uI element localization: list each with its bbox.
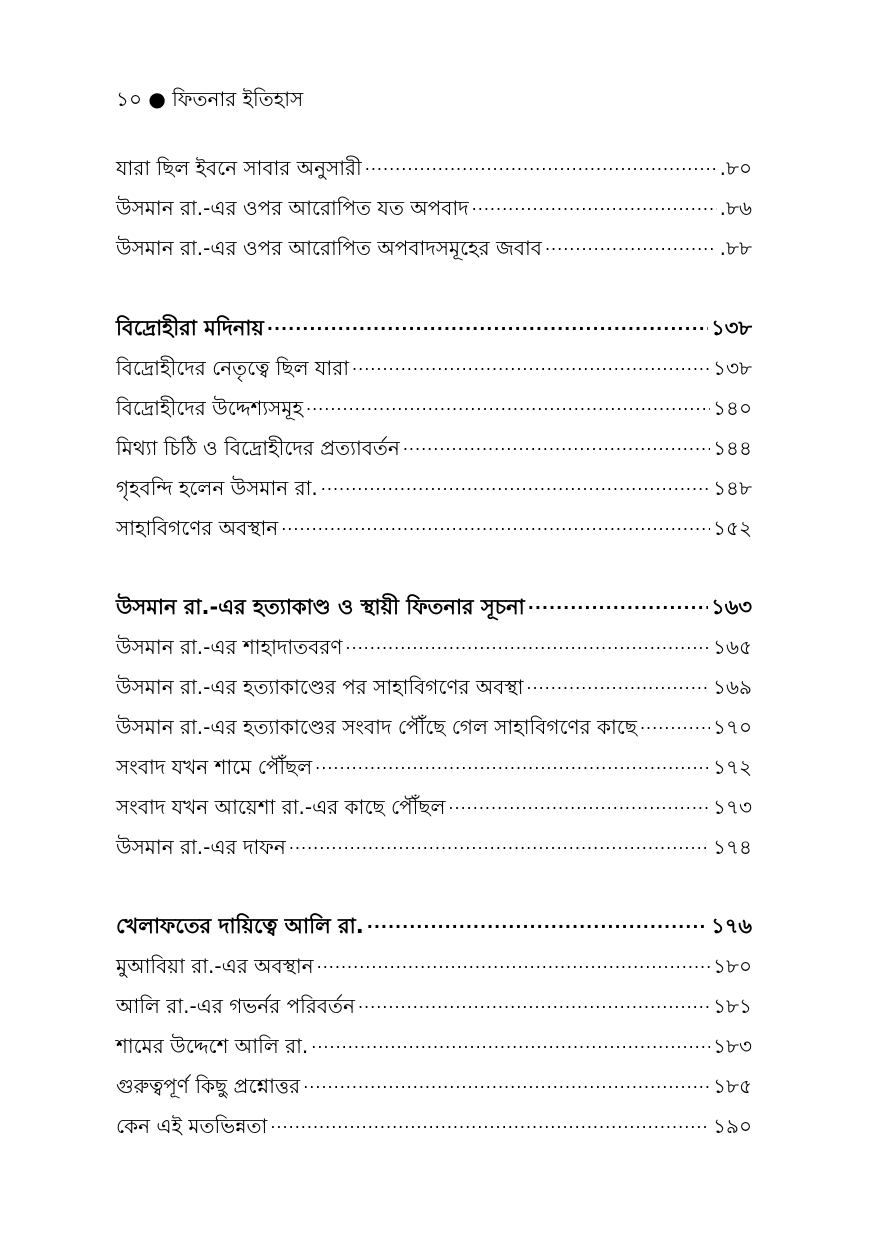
dot-leader xyxy=(448,784,710,814)
toc-entry-page: ১৭০ xyxy=(713,715,752,739)
toc-entry-title: উসমান রা.-এর হত্যাকাণ্ডের পর সাহাবিগণের অবস্থা xyxy=(116,675,524,699)
toc-entry-title: উসমান রা.-এর দাফন xyxy=(116,835,286,859)
toc-entry xyxy=(116,225,752,260)
toc-entry-title: খেলাফতের দায়িত্বে আলি রা. xyxy=(116,914,364,938)
toc-entry-page: ১৬৯ xyxy=(713,675,752,699)
toc-entry xyxy=(116,824,752,859)
toc-entry-title: বিদ্রোহীরা মদিনায় xyxy=(116,316,264,340)
toc-entry-page: ১৪৮ xyxy=(713,476,752,500)
toc-entry-page: ১৩৮ xyxy=(711,316,752,340)
toc-entry-page: ১৭৩ xyxy=(713,795,752,819)
toc-entry xyxy=(116,1063,752,1098)
toc-entry xyxy=(116,704,752,739)
toc-entry-title: সংবাদ যখন শামে পৌঁছল xyxy=(116,755,313,779)
toc-entry-page: .৮৬ xyxy=(719,196,752,220)
toc-entry-page: .৮০ xyxy=(719,156,752,180)
toc-entry-page: ১৩৮ xyxy=(713,356,752,380)
toc-entry xyxy=(116,505,752,540)
toc-entry-page: .৮৮ xyxy=(719,236,752,260)
toc-entry xyxy=(116,744,752,779)
dot-leader xyxy=(367,903,708,933)
dot-leader xyxy=(267,305,708,335)
toc-entry xyxy=(116,1023,752,1058)
toc-entry-title: মিথ্যা চিঠি ও বিদ্রোহীদের প্রত্যাবর্তন xyxy=(116,436,400,460)
dot-leader xyxy=(345,624,710,654)
dot-leader xyxy=(528,584,708,614)
toc-entry-page: ১৫২ xyxy=(713,516,752,540)
toc-entry-page: ১৮৫ xyxy=(713,1074,752,1098)
toc-entry-title: আলি রা.-এর গভর্নর পরিবর্তন xyxy=(116,994,355,1018)
toc-entry xyxy=(116,145,752,180)
dot-leader xyxy=(311,1023,710,1053)
toc-entry-title: সাহাবিগণের অবস্থান xyxy=(116,516,279,540)
dot-leader xyxy=(281,505,710,535)
toc-entry-page: ১৭২ xyxy=(713,755,752,779)
toc-entry-page: ১৪৪ xyxy=(713,436,752,460)
toc-entry-title: মুআবিয়া রা.-এর অবস্থান xyxy=(116,954,314,978)
toc-entry-page: ১৪০ xyxy=(713,396,752,420)
toc-entry-title: গুরুত্বপূর্ণ কিছু প্রশ্নোত্তর xyxy=(116,1074,301,1098)
toc-entry-title: উসমান রা.-এর ওপর আরোপিত অপবাদসমূহের জবাব xyxy=(116,236,542,260)
page-number: ১০ xyxy=(116,87,142,111)
dot-leader xyxy=(640,704,710,734)
toc-entry-page: ১৮০ xyxy=(713,954,752,978)
toc-section-heading xyxy=(116,584,752,619)
toc-entry-page: ১৮৩ xyxy=(713,1034,752,1058)
dot-leader xyxy=(365,145,717,175)
dot-leader xyxy=(317,943,710,973)
toc-entry xyxy=(116,345,752,380)
dot-leader xyxy=(358,983,710,1013)
dot-leader xyxy=(270,1103,710,1133)
toc-entry xyxy=(116,185,752,220)
toc-entry xyxy=(116,943,752,978)
toc-entry-title: বিদ্রোহীদের উদ্দেশ্যসমূহ xyxy=(116,396,303,420)
running-head xyxy=(116,86,303,112)
toc-entry xyxy=(116,425,752,460)
toc-entry-title: গৃহবন্দি হলেন উসমান রা. xyxy=(116,476,318,500)
bullet-icon: ● xyxy=(148,87,166,111)
toc-entry-page: ১৭৪ xyxy=(713,835,752,859)
dot-leader xyxy=(526,664,710,694)
toc-entry-page: ১৯০ xyxy=(713,1114,752,1138)
toc-entry-title: উসমান রা.-এর শাহাদাতবরণ xyxy=(116,635,343,659)
toc-entry-page: ১৬৫ xyxy=(713,635,752,659)
toc-entry xyxy=(116,624,752,659)
toc-entry xyxy=(116,784,752,819)
toc-entry-title: উসমান রা.-এর হত্যাকাণ্ডের সংবাদ পৌঁছে গেল সাহাবিগণের কাছে xyxy=(116,715,637,739)
toc-entry-title: শামের উদ্দেশে আলি রা. xyxy=(116,1034,309,1058)
dot-leader xyxy=(306,385,710,415)
book-title: ফিতনার ইতিহাস xyxy=(172,87,304,111)
dot-leader xyxy=(472,185,717,215)
toc-entry-page: ১৬৩ xyxy=(711,595,752,619)
dot-leader xyxy=(545,225,717,255)
toc-entry-title: সংবাদ যখন আয়েশা রা.-এর কাছে পৌঁছল xyxy=(116,795,446,819)
toc-entry-title: উসমান রা.-এর হত্যাকাণ্ড ও স্থায়ী ফিতনার সূচনা xyxy=(116,595,525,619)
dot-leader xyxy=(403,425,710,455)
toc-entry-title: উসমান রা.-এর ওপর আরোপিত যত অপবাদ xyxy=(116,196,469,220)
toc-entry xyxy=(116,465,752,500)
toc-entry-title: কেন এই মতভিন্নতা xyxy=(116,1114,268,1138)
dot-leader xyxy=(303,1063,710,1093)
toc-section-heading xyxy=(116,903,752,938)
toc-entry-page: ১৮১ xyxy=(713,994,752,1018)
toc-entry-page: ১৭৬ xyxy=(711,914,752,938)
dot-leader xyxy=(352,345,710,375)
toc-entry xyxy=(116,983,752,1018)
toc-entry-title: যারা ছিল ইবনে সাবার অনুসারী xyxy=(116,156,362,180)
dot-leader xyxy=(289,824,710,854)
toc-entry xyxy=(116,385,752,420)
toc-section-heading xyxy=(116,305,752,340)
dot-leader xyxy=(321,465,710,495)
toc-entry xyxy=(116,664,752,699)
toc-entry-title: বিদ্রোহীদের নেতৃত্বে ছিল যারা xyxy=(116,356,350,380)
toc-entry xyxy=(116,1103,752,1138)
dot-leader xyxy=(315,744,710,774)
